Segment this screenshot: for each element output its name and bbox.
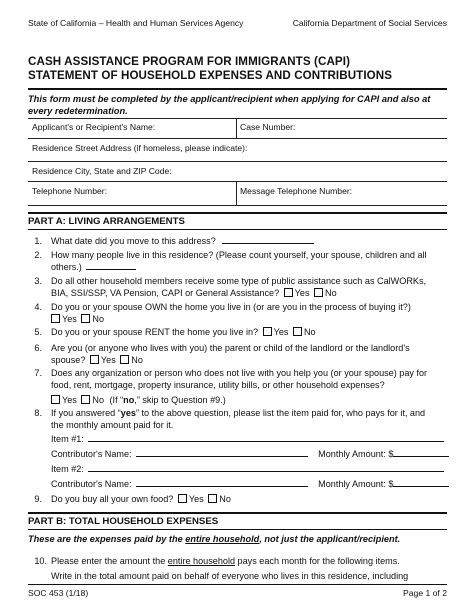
q8-contributor1 <box>51 449 449 461</box>
q8-monthly2-label: Monthly Amount: $ <box>318 479 394 489</box>
q2-answer-line[interactable] <box>86 269 136 270</box>
footer-rule <box>28 584 447 585</box>
q8 <box>51 408 451 432</box>
q9-text: Do you buy all your own food? <box>51 494 174 504</box>
q9 <box>51 494 231 506</box>
q4-yes-label: Yes <box>62 313 77 324</box>
q4-no-label: No <box>92 313 104 324</box>
q1 <box>51 236 314 248</box>
part-b-intro <box>28 534 400 544</box>
q1-answer-line[interactable] <box>222 243 314 244</box>
agency-right: California Department of Social Services <box>292 18 447 28</box>
q3-no-label: No <box>325 287 337 298</box>
q8-line1c: ” to the above question, please list the item paid for, who pays for it, and <box>135 408 426 418</box>
q6-no-checkbox[interactable] <box>120 355 129 364</box>
part-a-heading: PART A: LIVING ARRANGEMENTS <box>28 216 185 227</box>
q9-yes-checkbox[interactable] <box>178 494 187 503</box>
q2-number: 2. <box>34 250 42 260</box>
q9-number: 9. <box>34 494 42 504</box>
q8-contributor1-label: Contributor's Name: <box>51 449 132 459</box>
q7-yes-label: Yes <box>62 394 77 405</box>
q8-monthly2-line[interactable] <box>393 486 449 487</box>
q8-monthly1-line[interactable] <box>393 456 449 457</box>
field-row-rule <box>28 161 447 162</box>
q4-number: 4. <box>34 302 42 312</box>
q4-yes-checkbox[interactable] <box>51 314 60 323</box>
q7-skip-no: no <box>123 394 135 405</box>
q8-line2: the monthly amount paid for it. <box>51 419 174 430</box>
telephone-field[interactable]: Telephone Number: <box>32 186 108 196</box>
q8-contributor2-line[interactable] <box>136 486 308 487</box>
q6-line1: Are you (or anyone who lives with you) the parent or child of the landlord or the landlord's <box>51 343 410 353</box>
q8-monthly1-label: Monthly Amount: $ <box>318 449 394 459</box>
q7 <box>51 368 451 406</box>
q8-item1-label: Item #1: <box>51 434 84 444</box>
q7-line2: food, rent, mortgage, property insurance, utility bills, or other household expenses? <box>51 379 385 390</box>
part-b-rule-bottom <box>28 529 447 530</box>
applicant-name-field[interactable]: Applicant's or Recipient's Name: <box>32 122 156 132</box>
message-telephone-field[interactable]: Message Telephone Number: <box>240 186 353 196</box>
q6-yes-label: Yes <box>100 354 116 365</box>
q3-line2: BIA, SSI/SSP, VA Pension, CAPI or General Assistance? <box>51 287 280 298</box>
q3-yes-label: Yes <box>294 287 310 298</box>
part-b-rule-top <box>28 512 447 514</box>
q6-no-label: No <box>131 354 143 365</box>
q8-contributor2 <box>51 479 449 491</box>
form-instructions: This form must be completed by the applicant/recipient when applying for CAPI and also at every redetermination. <box>28 94 431 116</box>
q7-no-label: No <box>92 394 104 405</box>
q9-no-label: No <box>219 494 231 504</box>
q10-line1a: Please enter the amount the <box>51 556 168 566</box>
q7-skip-b: ,” skip to Question #9.) <box>134 394 226 405</box>
field-divider <box>236 118 237 138</box>
q8-item2-line[interactable] <box>88 471 444 472</box>
field-row-rule <box>28 138 447 139</box>
q9-no-checkbox[interactable] <box>208 494 217 503</box>
q8-item1-line[interactable] <box>88 441 444 442</box>
q7-skip-a: (If “ <box>109 394 124 405</box>
q9-yes-label: Yes <box>188 494 204 504</box>
q1-text: What date did you move to this address? <box>51 236 216 246</box>
form-title-line1: CASH ASSISTANCE PROGRAM FOR IMMIGRANTS (CAPI) <box>28 55 351 68</box>
part-b-heading: PART B: TOTAL HOUSEHOLD EXPENSES <box>28 516 219 527</box>
q3-yes-checkbox[interactable] <box>284 288 293 297</box>
street-address-field[interactable]: Residence Street Address (if homeless, please indicate): <box>32 143 248 153</box>
q4-no-checkbox[interactable] <box>81 314 90 323</box>
q2-line2: others.) <box>51 261 82 272</box>
q5-yes-label: Yes <box>273 327 289 337</box>
q10 <box>51 556 451 583</box>
q7-line1: Does any organization or person who does not live with you help you (or your spouse) pay for <box>51 368 428 378</box>
part-b-intro-a: These are the expenses paid by the <box>28 534 186 544</box>
field-divider <box>236 181 237 205</box>
q8-line1b: yes <box>120 408 136 418</box>
q10-line2: Write in the total amount paid on behalf of everyone who lives in this residence, including <box>51 570 409 581</box>
q1-number: 1. <box>34 236 42 246</box>
q6-number: 6. <box>34 343 42 353</box>
q10-line1c: pays each month for the following items. <box>235 556 400 566</box>
q7-yes-checkbox[interactable] <box>51 395 60 404</box>
page-number: Page 1 of 2 <box>403 588 447 598</box>
q5-yes-checkbox[interactable] <box>263 327 272 336</box>
q2-line1: How many people live in this residence? (Please count yourself, your spouse, children and all <box>51 250 427 260</box>
q6 <box>51 343 451 367</box>
q8-line1a: If you answered “ <box>51 408 121 418</box>
q10-number: 10. <box>34 556 47 566</box>
q3-line1: Do all other household members receive some type of public assistance such as CalWORKs, <box>51 276 427 286</box>
field-row-rule <box>28 118 447 119</box>
q7-number: 7. <box>34 368 42 378</box>
field-row-rule <box>28 205 447 206</box>
q5 <box>51 327 316 339</box>
q3-number: 3. <box>34 276 42 286</box>
agency-left: State of California – Health and Human Services Agency <box>28 18 244 28</box>
q8-item2 <box>51 464 444 476</box>
q4 <box>51 302 451 326</box>
case-number-field[interactable]: Case Number: <box>240 122 296 132</box>
q4-line1: Do you or your spouse OWN the home you live in (or are you in the process of buying it?) <box>51 302 411 312</box>
part-a-rule-bottom <box>28 229 447 230</box>
city-state-zip-field[interactable]: Residence City, State and ZIP Code: <box>32 166 172 176</box>
q6-line2: spouse? <box>51 354 86 365</box>
form-id: SOC 453 (1/18) <box>28 588 89 598</box>
q8-item2-label: Item #2: <box>51 464 84 474</box>
q5-number: 5. <box>34 327 42 337</box>
field-row-rule <box>28 181 447 182</box>
q6-yes-checkbox[interactable] <box>90 355 99 364</box>
q7-no-checkbox[interactable] <box>81 395 90 404</box>
q5-no-label: No <box>303 327 316 337</box>
part-b-intro-b: entire household <box>185 534 260 544</box>
part-b-intro-c: , not just the applicant/recipient. <box>259 534 401 544</box>
q8-contributor2-label: Contributor's Name: <box>51 479 132 489</box>
q8-contributor1-line[interactable] <box>136 456 308 457</box>
q3 <box>51 276 451 300</box>
q8-item1 <box>51 434 444 446</box>
q5-text: Do you or your spouse RENT the home you live in? <box>51 327 259 337</box>
part-a-rule-top <box>28 212 447 214</box>
title-rule <box>28 88 447 90</box>
q2 <box>51 250 451 274</box>
q5-no-checkbox[interactable] <box>293 327 302 336</box>
q3-no-checkbox[interactable] <box>314 288 323 297</box>
q8-number: 8. <box>34 408 42 418</box>
form-title-line2: STATEMENT OF HOUSEHOLD EXPENSES AND CONTRIBUTIONS <box>28 69 393 82</box>
q10-line1b: entire household <box>167 556 236 566</box>
